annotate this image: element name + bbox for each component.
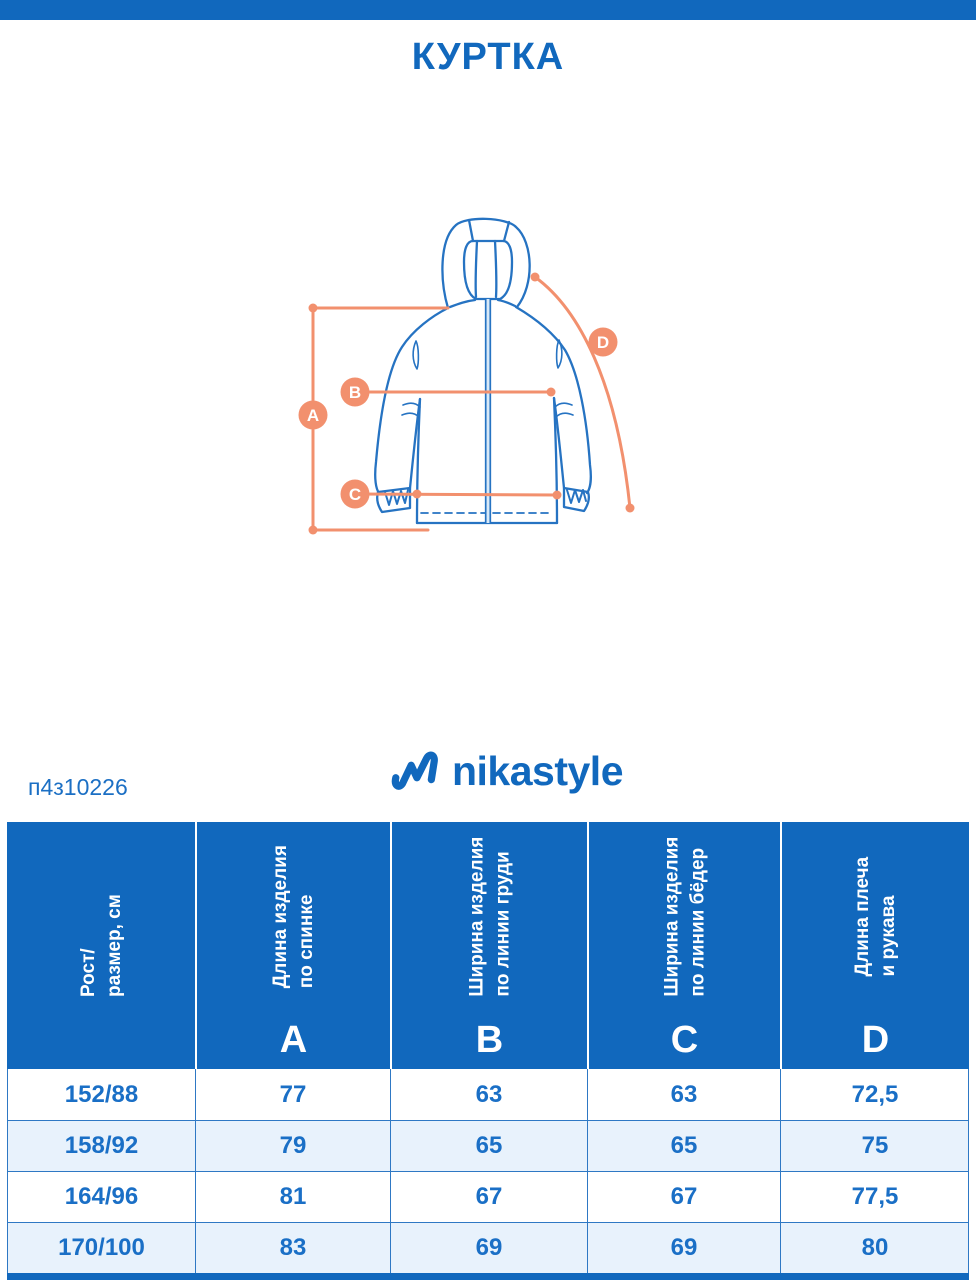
table-bottom-accent-bar: [7, 1273, 969, 1280]
size-cell: 164/96: [64, 1183, 139, 1210]
header-letter-b: B: [475, 1018, 504, 1061]
badge-d-letter: D: [596, 333, 610, 352]
dot-a-bottom: [309, 526, 318, 535]
header-letter-d: D: [861, 1018, 890, 1061]
value-cell-c: 63: [587, 1069, 780, 1120]
dot-d-top: [531, 273, 540, 282]
nikastyle-wave-n-icon: [391, 750, 439, 792]
jacket-diagram-svg: [276, 186, 700, 558]
header-label-d: Длина плеча и рукава: [851, 856, 899, 977]
value-cell-a: 77: [195, 1069, 390, 1120]
value-cell-c: 69: [587, 1223, 780, 1273]
value-cell-a: 81: [195, 1172, 390, 1222]
table-row: [8, 1069, 968, 1120]
chest-slit-right: [557, 340, 562, 368]
dot-c-right: [553, 491, 562, 500]
value-cell-a: 79: [195, 1121, 390, 1171]
neck-right: [498, 300, 515, 306]
size-cell: 152/88: [64, 1080, 139, 1108]
header-cell-size: [7, 822, 195, 1069]
value-cell-b: 67: [390, 1172, 587, 1222]
value-cell-c: 67: [587, 1172, 780, 1222]
hood-seam-left: [469, 220, 473, 241]
value-cell-d: 72,5: [780, 1069, 969, 1120]
badge-b-letter: B: [348, 383, 362, 402]
value-cell-d: 80: [780, 1223, 969, 1273]
cuff-left-ribbing: [385, 490, 408, 505]
pocket-marks-right: [555, 403, 573, 417]
brand-logo-text: nikastyle: [452, 747, 623, 794]
pocket-marks-left: [402, 403, 420, 417]
size-cell: 158/92: [64, 1132, 139, 1159]
header-label-a: Длина изделия по спинке: [269, 844, 317, 989]
table-row: [8, 1171, 968, 1222]
value-cell-c: 65: [587, 1121, 780, 1171]
header-cell-c: [587, 822, 780, 1069]
top-accent-bar: [0, 0, 976, 20]
header-cell-d: [780, 822, 969, 1069]
dot-d-bottom: [626, 504, 635, 513]
measurement-badges: [299, 328, 618, 509]
table-row: [8, 1120, 968, 1171]
header-label-b: Ширина изделия по линии груди: [465, 836, 513, 997]
header-label-size: Рост/ размер, см: [77, 894, 124, 997]
header-cell-a: [195, 822, 390, 1069]
header-letter-c: C: [670, 1018, 699, 1061]
size-table: [7, 822, 969, 1280]
hood-inner-seam-left: [476, 241, 477, 297]
jacket-outline: [375, 219, 591, 523]
size-table-body: [7, 1069, 969, 1273]
cuff-right-ribbing: [567, 490, 586, 503]
value-cell-a: 83: [195, 1223, 390, 1273]
dot-c-left: [413, 490, 422, 499]
badge-a-letter: A: [306, 406, 320, 425]
value-cell-d: 75: [780, 1121, 969, 1171]
dot-a-top: [309, 304, 318, 313]
badge-c-letter: C: [348, 485, 362, 504]
value-cell-b: 63: [390, 1069, 587, 1120]
header-letter-a: A: [279, 1018, 308, 1061]
value-cell-b: 65: [390, 1121, 587, 1171]
product-code: п4з10226: [28, 774, 128, 800]
hood-outer: [442, 219, 529, 308]
neck-left: [450, 300, 475, 307]
brand-logo: [0, 745, 976, 797]
value-cell-d: 77,5: [780, 1172, 969, 1222]
size-table-header: [7, 822, 969, 1069]
page-title: КУРТКА: [411, 36, 565, 78]
value-cell-b: 69: [390, 1223, 587, 1273]
measure-line-c: [355, 494, 557, 495]
table-row: [8, 1222, 968, 1273]
header-cell-b: [390, 822, 587, 1069]
hood-inner-seam-right: [495, 241, 496, 297]
jacket-measurement-diagram: [276, 186, 700, 558]
hood-seam-right: [504, 222, 509, 241]
chest-slit-left: [413, 341, 418, 369]
hood-opening: [464, 241, 512, 299]
header-label-c: Ширина изделия по линии бёдер: [660, 836, 708, 997]
dot-b-right: [547, 388, 556, 397]
size-cell: 170/100: [58, 1234, 145, 1261]
